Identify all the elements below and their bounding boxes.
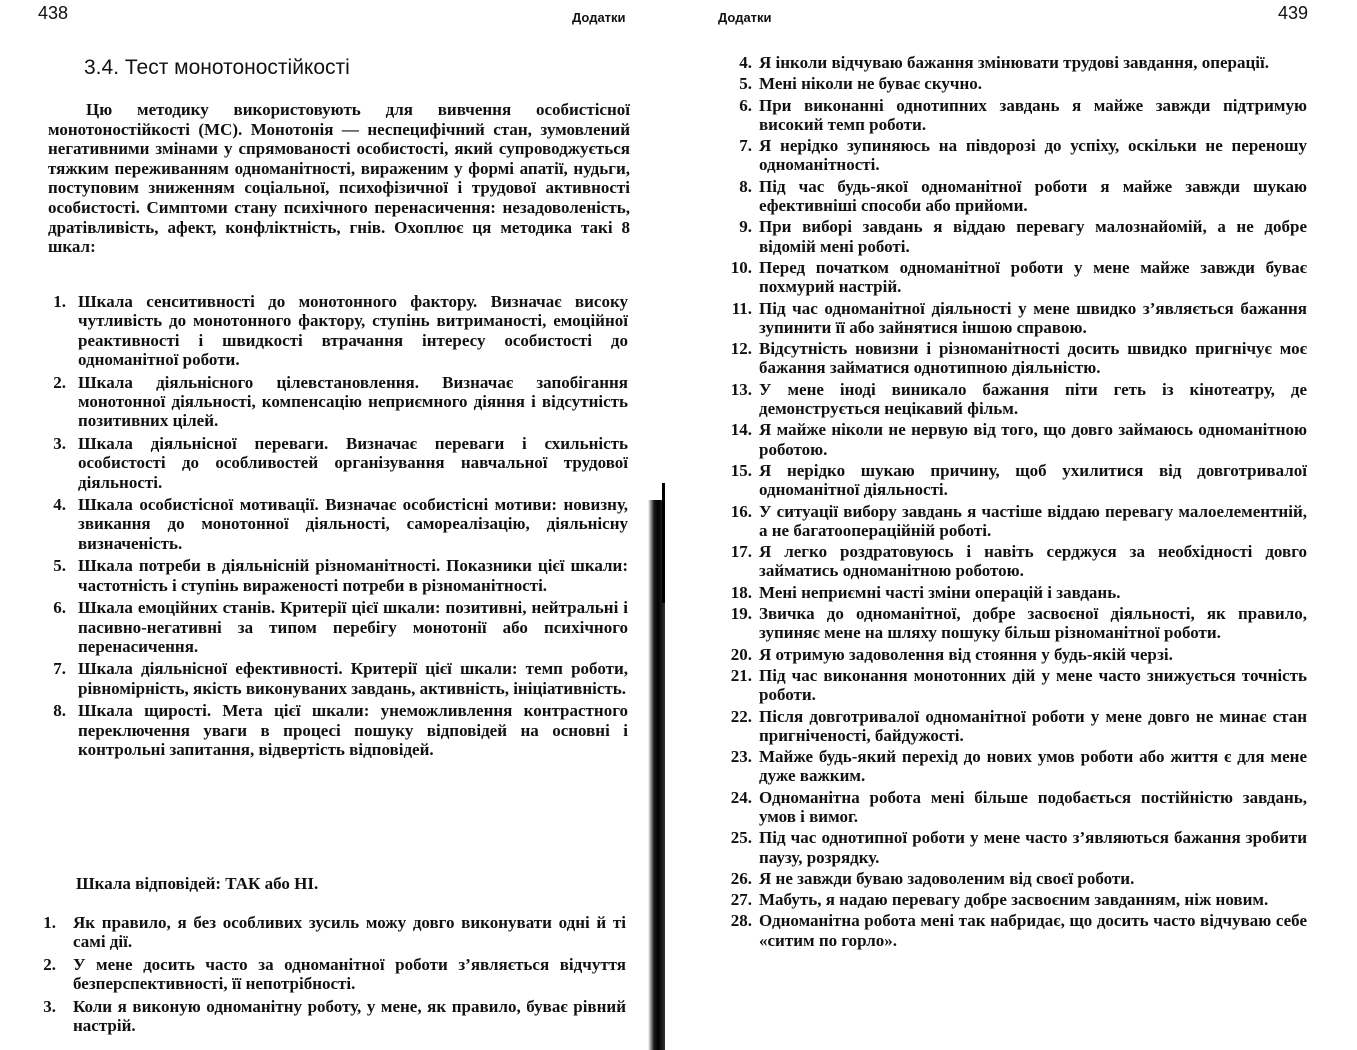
question-item [660, 707, 1320, 746]
running-head-right: Додатки [718, 10, 772, 25]
question-item [660, 299, 1320, 338]
page-number-right: 439 [1278, 3, 1309, 23]
question-number: 2. [43, 954, 56, 974]
question-number: 3. [43, 996, 56, 1016]
scale-text: Шкала особистісної мотивації. Визначає особистісні мотиви: новизну, звикання до монотонної діяльності, самореалізацію, діяльнісну визначеність. [78, 495, 628, 553]
question-text: Як правило, я без особливих зусиль можу довго виконувати одні й ті самі дії. [73, 913, 626, 952]
question-number: 24. [730, 787, 752, 807]
question-item [660, 258, 1320, 297]
question-number: 9. [739, 217, 752, 237]
question-text: При виконанні однотипних завдань я майже завжди підтримую високий темп роботи. [759, 95, 1307, 134]
question-number: 18. [730, 582, 752, 602]
scale-text: Шкала сенситивності до монотонного фактору. Визначає високу чутливість до монотонного фактору, ступінь витриманості, емоційної реактивності і швидкості втрачання інтересу особистості до одноманітної роботи. [78, 292, 628, 370]
scale-item [0, 556, 640, 595]
scale-number: 7. [53, 659, 66, 679]
question-number: 23. [730, 747, 752, 767]
question-item [660, 380, 1320, 419]
question-number: 14. [730, 420, 752, 440]
question-text: Коли я виконую одноманітну роботу, у мене, як правило, буває рівний настрій. [73, 996, 626, 1036]
scale-number: 4. [53, 495, 66, 515]
question-number: 12. [730, 339, 752, 359]
question-text: У мене досить часто за одноманітної роботи з’являється відчуття безперспективності, її непотрібності. [73, 954, 626, 994]
intro-paragraph: Цю методику використовують для вивчення особистісної монотоностійкості (МС). Монотонія — неспецифічний стан, зумовлений негативними змінами у спрямованості особистості, який супроводжується тяжким переживанням одноманітності, вираженим у формі апатії, нудьги, поступовим зниженням соціальної, психофізичної і трудової активності особистості. Симптоми стану психічного перенасичення: незадоволеність, дратівливість, афект, конфліктність, гнів. Охоплює ця методика такі 8 шкал: [48, 100, 630, 257]
answer-scale: Шкала відповідей: ТАК або НІ. [76, 874, 319, 893]
scale-text: Шкала щирості. Мета цієї шкали: унеможливлення контрастного переключення уваги в процесі пошуку відповідей на основні і контрольні запитання, відвертість відповідей. [78, 701, 628, 759]
question-item [660, 53, 1320, 72]
scale-item [0, 495, 640, 553]
section-title: 3.4. Тест монотоностійкості [84, 56, 350, 79]
question-text: Звичка до одноманітної, добре засвоєної діяльності, як правило, зупиняє мене на шляху пошуку більш різноманітної роботи. [759, 604, 1307, 643]
question-item [660, 788, 1320, 827]
question-text: Під час одноманітної діяльності у мене швидко з’являється бажання зупинити її або зайнятися іншою справою. [759, 298, 1307, 337]
question-list-left [0, 913, 640, 1038]
scale-item [0, 434, 640, 492]
scale-text: Шкала потреби в діяльнісній різноманітності. Показники цієї шкали: частотність і ступінь вираженості потреби в різноманітності. [78, 556, 628, 595]
question-item [660, 96, 1320, 135]
question-item [660, 420, 1320, 459]
question-list-right [660, 53, 1320, 952]
question-text: Відсутність новизни і різноманітності досить швидко пригнічує моє бажання займатися однотипною діяльністю. [759, 339, 1307, 378]
question-number: 20. [730, 644, 752, 664]
question-number: 27. [730, 890, 752, 910]
question-item [0, 913, 640, 952]
scale-item [0, 292, 640, 370]
question-text: Під час виконання монотонних дій у мене часто знижується точність роботи. [759, 665, 1307, 705]
question-item [0, 997, 640, 1036]
right-page [660, 0, 1357, 1050]
question-text: Я майже ніколи не нервую від того, що довго займаюсь одноманітною роботою. [759, 420, 1307, 459]
question-text: У ситуації вибору завдань я частіше віддаю перевагу малоелементній, а не багатоопераційній роботі. [759, 501, 1307, 540]
question-item [660, 911, 1320, 950]
question-item [660, 136, 1320, 175]
question-item [660, 542, 1320, 581]
question-text: Під час будь-якої одноманітної роботи я майже завжди шукаю ефективніші способи або прийоми. [759, 176, 1307, 216]
question-number: 5. [739, 74, 752, 94]
scale-number: 3. [53, 433, 66, 453]
question-item [660, 869, 1320, 888]
question-item [0, 955, 640, 994]
question-text: Майже будь-який перехід до нових умов роботи або життя є для мене дуже важким. [759, 747, 1307, 786]
question-text: У мене іноді виникало бажання піти геть із кінотеатру, де демонструється нецікавий фільм. [759, 379, 1307, 419]
question-text: Я не завжди буваю задоволеним від своєї роботи. [759, 868, 1135, 888]
question-number: 19. [730, 604, 752, 624]
question-item [660, 502, 1320, 541]
question-number: 28. [730, 911, 752, 931]
question-number: 16. [730, 501, 752, 521]
question-number: 11. [731, 298, 752, 318]
question-text: Я отримую задоволення від стояння у будь-якій черзі. [759, 644, 1173, 664]
question-item [660, 461, 1320, 500]
question-number: 4. [739, 53, 752, 72]
scale-number: 8. [53, 701, 66, 721]
question-text: Я легко роздратовуюсь і навіть серджуся за необхідності довго займатись одноманітною роботою. [759, 542, 1307, 581]
question-text: Я нерідко зупиняюсь на півдорозі до успіху, оскільки не переношу одноманітності. [759, 136, 1307, 175]
question-number: 25. [730, 828, 752, 848]
question-text: Я інколи відчуваю бажання змінювати трудові завдання, операції. [759, 53, 1269, 72]
question-number: 6. [739, 95, 752, 115]
scale-number: 6. [53, 598, 66, 618]
question-number: 22. [730, 706, 752, 726]
question-number: 8. [739, 176, 752, 196]
question-number: 26. [730, 868, 752, 888]
question-number: 17. [730, 542, 752, 562]
scale-text: Шкала діяльнісної ефективності. Критерії цієї шкали: темп роботи, рівномірність, якість виконуваних завдань, активність, ініціативність. [78, 659, 628, 698]
question-number: 21. [730, 665, 752, 685]
question-item [660, 604, 1320, 643]
question-item [660, 74, 1320, 93]
scale-item [0, 701, 640, 759]
question-text: Після довготривалої одноманітної роботи у мене довго не минає стан пригніченості, байдужості. [759, 706, 1307, 745]
question-text: Я нерідко шукаю причину, щоб ухилитися від довготривалої одноманітної діяльності. [759, 460, 1307, 500]
scale-item [0, 598, 640, 656]
question-number: 13. [730, 379, 752, 399]
question-text: При виборі завдань я віддаю перевагу малознайомій, а не добре відомій мені роботі. [759, 217, 1307, 256]
question-item [660, 217, 1320, 256]
left-page [0, 0, 660, 1050]
question-item [660, 339, 1320, 378]
page-number-left: 438 [38, 3, 69, 23]
question-number: 15. [730, 460, 752, 480]
question-item [660, 890, 1320, 909]
question-item [660, 747, 1320, 786]
question-text: Мабуть, я надаю перевагу добре засвоєним завданням, ніж новим. [759, 890, 1269, 910]
scale-item [0, 659, 640, 698]
question-item [660, 177, 1320, 216]
question-text: Під час однотипної роботи у мене часто з’являються бажання зробити паузу, розрядку. [759, 828, 1307, 867]
question-text: Одноманітна робота мені більше подобається постійністю завдань, умов і вимог. [759, 787, 1307, 826]
scale-number: 1. [53, 292, 66, 311]
question-text: Одноманітна робота мені так набридає, що досить часто відчуваю себе «ситим по горло». [759, 911, 1307, 950]
scale-text: Шкала емоційних станів. Критерії цієї шкали: позитивні, нейтральні і пасивно-негативні за типом перебігу монотонії або психічного перенасичення. [78, 598, 628, 656]
question-item [660, 828, 1320, 867]
scale-number: 2. [53, 372, 66, 392]
question-number: 10. [730, 257, 752, 277]
running-head-left: Додатки [572, 10, 626, 25]
question-text: Мені неприємні часті зміни операцій і завдань. [759, 582, 1121, 602]
question-item [660, 645, 1320, 664]
scale-number: 5. [53, 556, 66, 576]
scale-list [0, 292, 640, 762]
question-number: 7. [739, 136, 752, 156]
question-text: Перед початком одноманітної роботи у мене майже завжди буває похмурий настрій. [759, 257, 1307, 297]
question-item [660, 583, 1320, 602]
question-item [660, 666, 1320, 705]
question-text: Мені ніколи не буває скучно. [759, 74, 983, 94]
question-number: 1. [43, 913, 56, 932]
scale-item [0, 373, 640, 431]
scale-text: Шкала діяльнісного цілевстановлення. Визначає запобігання монотонної діяльності, компенсацію неприємного діяння і відсутність позитивних цілей. [78, 372, 628, 431]
scale-text: Шкала діяльнісної переваги. Визначає переваги і схильність особистості до особливостей організування навчальної трудової діяльності. [78, 433, 628, 492]
